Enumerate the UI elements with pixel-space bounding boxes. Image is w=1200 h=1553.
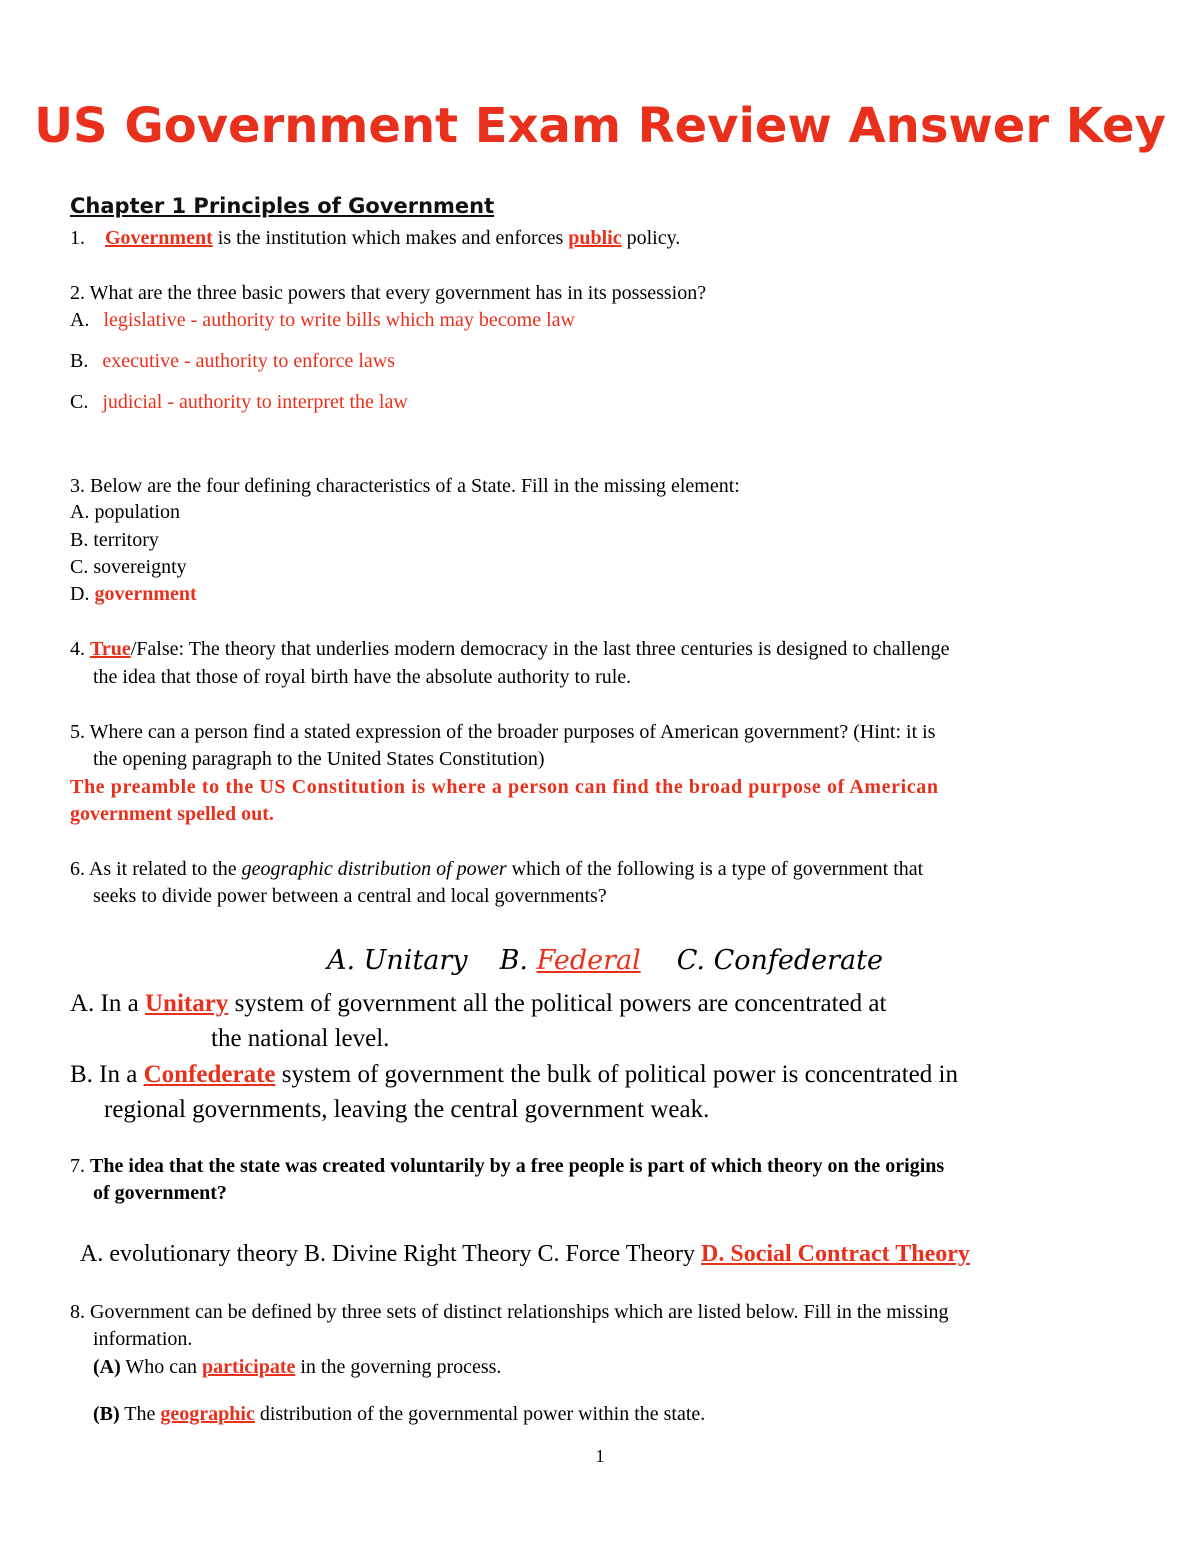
question-5-line-1: 5. Where can a person find a stated expression of the broader purposes of American government? (Hint: it is	[70, 721, 936, 743]
question-8-line-1: 8. Government can be defined by three sets of distinct relationships which are listed below. Fill in the missing	[70, 1301, 949, 1323]
question-3-item-d: D. government	[70, 583, 197, 605]
question-6-line-1: 6. As it related to the geographic distribution of power which of the following is a type of government that	[70, 858, 924, 880]
question-2-option-a: A. legislative - authority to write bills which may become law	[70, 309, 575, 331]
question-4-line-1: 4. True/False: The theory that underlies modern democracy in the last three centuries is designed to challenge	[70, 638, 950, 660]
answer-5-line-1: The preamble to the US Constitution is where a person can find the broad purpose of American	[70, 776, 939, 798]
answer-geographic: geographic	[160, 1403, 255, 1425]
question-7-options: A. evolutionary theory B. Divine Right Theory C. Force Theory D. Social Contract Theory	[80, 1241, 970, 1267]
question-3-item-c: C. sovereignty	[70, 556, 187, 578]
question-7-line-2: of government?	[93, 1182, 227, 1204]
chapter-heading: Chapter 1 Principles of Government	[70, 194, 495, 218]
question-7-line-1: 7. The idea that the state was created voluntarily by a free people is part of which theory on the origins	[70, 1155, 945, 1177]
page-title: US Government Exam Review Answer Key	[34, 98, 1166, 154]
question-8-item-b: (B) The geographic distribution of the governmental power within the state.	[93, 1403, 706, 1425]
answer-5-line-2: government spelled out.	[70, 803, 274, 825]
question-1: 1. Government is the institution which makes and enforces public policy.	[70, 227, 681, 249]
question-3-item-a: A. population	[70, 501, 180, 523]
question-8-line-2: information.	[93, 1328, 193, 1350]
question-3-item-b: B. territory	[70, 529, 159, 551]
explanation-a-line-2: the national level.	[211, 1025, 390, 1052]
answer-government-element: government	[94, 583, 197, 605]
term-confederate: Confederate	[143, 1061, 276, 1088]
explanation-b-line-2: regional governments, leaving the central government weak.	[104, 1096, 710, 1123]
answer-true: True	[90, 638, 131, 660]
answer-public: public	[568, 227, 622, 249]
answer-participate: participate	[202, 1356, 296, 1378]
term-unitary: Unitary	[144, 990, 229, 1017]
question-6-options: A. Unitary B. Federal C. Confederate	[327, 945, 883, 976]
question-6-line-2: seeks to divide power between a central and local governments?	[93, 885, 607, 907]
question-3: 3. Below are the four defining characteristics of a State. Fill in the missing element:	[70, 475, 740, 497]
explanation-b-line-1: B. In a Confederate system of government the bulk of political power is concentrated in	[70, 1061, 958, 1088]
question-2-option-c: C. judicial - authority to interpret the law	[70, 391, 408, 413]
question-5-line-2: the opening paragraph to the United States Constitution)	[93, 748, 545, 770]
explanation-a-line-1: A. In a Unitary system of government all the political powers are concentrated at	[70, 990, 887, 1017]
page-number: 1	[595, 1446, 605, 1466]
question-4-line-2: the idea that those of royal birth have the absolute authority to rule.	[93, 666, 632, 688]
answer-social-contract-theory: D. Social Contract Theory	[701, 1241, 970, 1267]
answer-government: Government	[105, 227, 213, 249]
question-2: 2. What are the three basic powers that every government has in its possession?	[70, 282, 707, 304]
answer-federal: Federal	[536, 945, 641, 976]
question-2-option-b: B. executive - authority to enforce laws	[70, 350, 395, 372]
question-8-item-a: (A) Who can participate in the governing process.	[93, 1356, 502, 1378]
